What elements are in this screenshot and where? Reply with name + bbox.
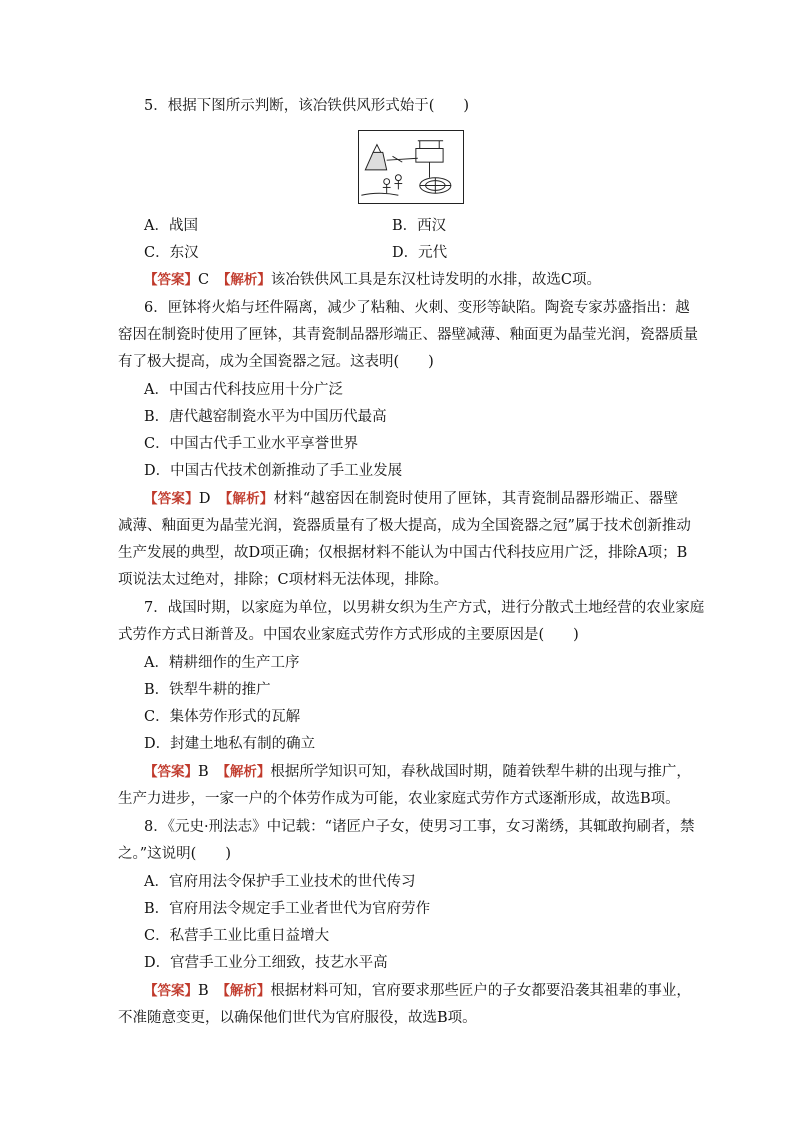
question-6-stem-line-3: 有了极大提高，成为全国瓷器之冠。这表明( ): [118, 354, 434, 370]
answer-value: C: [198, 272, 210, 288]
question-8-stem-line-1: 8．《元史·刑法志》中记载：“诸匠户子女，使男习工事，女习黹绣，其辄敢拘刷者，禁: [144, 819, 695, 835]
question-8-option-d: D．官营手工业分工细致，技艺水平高: [144, 955, 388, 971]
analysis-tag: 【解析】: [225, 491, 274, 507]
question-6-analysis-line-3: 生产发展的典型，故D项正确；仅根据材料不能认为中国古代科技应用广泛，排除A项；B: [118, 545, 688, 561]
question-8-analysis-line-2: 不准随意变更，以确保他们世代为官府服役，故选B项。: [118, 1010, 477, 1026]
question-7-analysis-line-2: 生产力进步，一家一户的个体劳作成为可能，农业家庭式劳作方式逐渐形成，故选B项。: [118, 791, 680, 807]
question-8-answer-line: [144, 981, 691, 1001]
question-5-answer-line: [144, 270, 704, 290]
answer-value: D: [198, 491, 211, 507]
water-bellows-illustration: [358, 130, 464, 204]
question-5-stem: 5．根据下图所示判断，该冶铁供风形式始于( ): [144, 98, 470, 114]
question-8-option-b: B．官府用法令规定手工业者世代为官府劳作: [144, 901, 431, 917]
question-8-option-c: C．私营手工业比重日益增大: [144, 928, 330, 944]
analysis-tag: 【解析】: [223, 764, 271, 780]
question-6-option-b: B．唐代越窑制瓷水平为中国历代最高: [144, 409, 387, 425]
question-8-stem-line-2: 之。”这说明( ): [118, 846, 231, 862]
question-5-option-b: B．西汉: [392, 218, 447, 234]
question-5-option-c: C．东汉: [144, 245, 199, 261]
question-5-option-d: D．元代: [392, 245, 448, 261]
answer-tag: 【答案】: [144, 764, 198, 780]
answer-tag: 【答案】: [144, 983, 198, 999]
question-6-answer-line: [144, 489, 678, 509]
question-6-option-c: C．中国古代手工业水平享誉世界: [144, 436, 359, 452]
question-6-analysis-line-4: 项说法太过绝对，排除；C项材料无法体现，排除。: [118, 572, 449, 588]
question-6-stem-line-1: 6．匣钵将火焰与坯件隔离，减少了粘釉、火刺、变形等缺陷。陶瓷专家苏盛指出：越: [144, 300, 690, 316]
answer-tag: 【答案】: [144, 272, 198, 288]
analysis-text: 根据所学知识可知，春秋战国时期，随着铁犁牛耕的出现与推广，: [270, 764, 691, 780]
analysis-text: 材料“越窑因在制瓷时使用了匣钵，其青瓷制品器形端正、器壁: [273, 491, 679, 507]
question-7-option-b: B．铁犁牛耕的推广: [144, 682, 271, 698]
question-6-option-d: D．中国古代技术创新推动了手工业发展: [144, 463, 403, 479]
question-5-option-a: A．战国: [144, 218, 198, 234]
analysis-text: 根据材料可知，官府要求那些匠户的子女都要沿袭其祖辈的事业，: [270, 983, 691, 999]
question-7-option-a: A．精耕细作的生产工序: [144, 655, 300, 671]
question-7-stem-line-1: 7．战国时期，以家庭为单位，以男耕女织为生产方式，进行分散式土地经营的农业家庭: [144, 600, 705, 616]
question-7-option-d: D．封建土地私有制的确立: [144, 736, 316, 752]
answer-value: B: [198, 983, 209, 999]
question-7-stem-line-2: 式劳作方式日渐普及。中国农业家庭式劳作方式形成的主要原因是( ): [118, 627, 579, 643]
question-7-option-c: C．集体劳作形式的瓦解: [144, 709, 301, 725]
analysis-text: 该冶铁供风工具是东汉杜诗发明的水排，故选C项。: [270, 272, 601, 288]
answer-tag: 【答案】: [144, 491, 199, 507]
question-6-stem-line-2: 窑因在制瓷时使用了匣钵，其青瓷制品器形端正、器壁减薄、釉面更为晶莹光润，瓷器质量: [118, 327, 698, 343]
question-7-answer-line: [144, 762, 691, 782]
question-6-analysis-line-2: 减薄、釉面更为晶莹光润，瓷器质量有了极大提高，成为全国瓷器之冠”属于技术创新推动: [118, 518, 691, 534]
analysis-tag: 【解析】: [223, 983, 271, 999]
question-8-option-a: A．官府用法令保护手工业技术的世代传习: [144, 874, 416, 890]
question-6-option-a: A．中国古代科技应用十分广泛: [144, 382, 343, 398]
analysis-tag: 【解析】: [223, 272, 271, 288]
water-bellows-drawing: [359, 131, 463, 203]
answer-value: B: [198, 764, 209, 780]
